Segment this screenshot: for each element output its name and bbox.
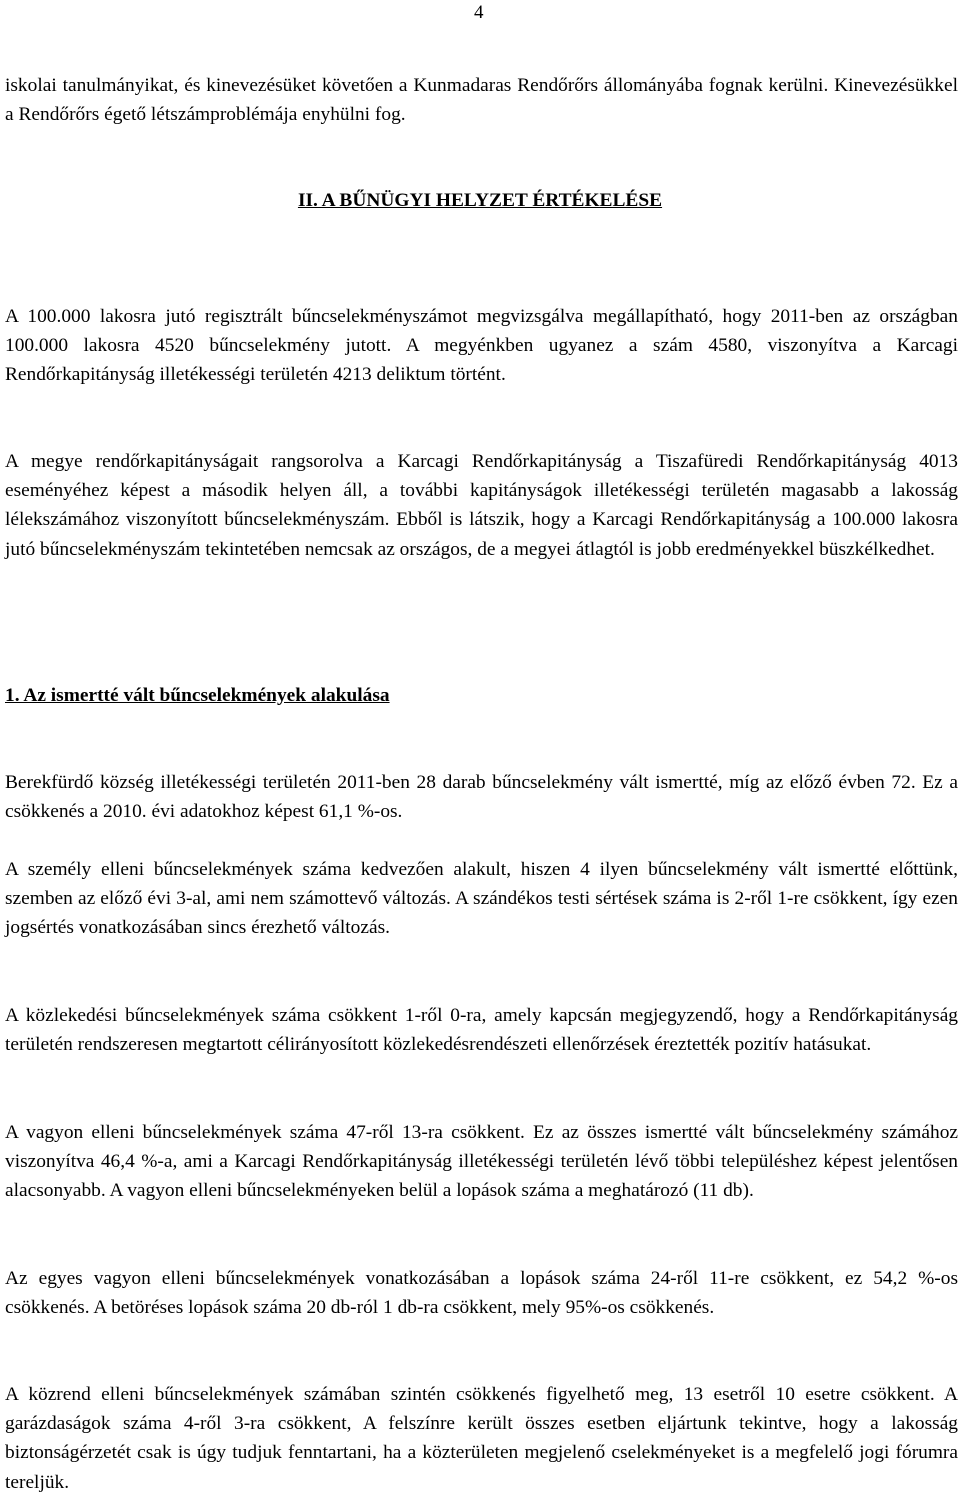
paragraph-overview-rate: A 100.000 lakosra jutó regisztrált bűncselekményszámot megvizsgálva megállapítható, hogy 2011-ben az országban 100.000 lakosra 4520 bűncselekmény jutott. A megyénkben ugyanez a szám 4580, viszonyítva a Karcagi Rendőrkapitányság illetékességi területén 4213 deliktum történt. (5, 306, 958, 386)
page-number: 4 (474, 2, 484, 23)
paragraph-property-crimes: A vagyon elleni bűncselekmények száma 47-ről 13-ra csökkent. Ez az összes ismertté vált bűncselekmény számához viszonyítva 46,4 %-a, ami a Karcagi Rendőrkapitányság illetékességi területén lévő többi településhez képest jelentősen alacsonyabb. A vagyon elleni bűncselekményeken belül a lopások száma a meghatározó (11 db). (5, 1122, 958, 1202)
paragraph-thefts: Az egyes vagyon elleni bűncselekmények vonatkozásában a lopások száma 24-ről 11-re csökkent, ez 54,2 %-os csökkenés. A betöréses lopások száma 20 db-ról 1 db-ra csökkent, mely 95%-os csökkenés. (5, 1268, 958, 1319)
paragraph-personal-crimes: A személy elleni bűncselekmények száma kedvezően alakult, hiszen 4 ilyen bűncselekmény vált ismertté előttünk, szemben az előző évi 3-al, ami nem számottevő változás. A szándékos testi sértések száma is 2-ről 1-re csökkent, így ezen jogsértés vonatkozásában sincs érezhető változás. (5, 859, 958, 939)
paragraph-intro: iskolai tanulmányikat, és kinevezésüket követően a Kunmadaras Rendőrőrs állományába fognak kerülni. Kinevezésükkel a Rendőrőrs égető létszámproblémája enyhülni fog. (5, 75, 958, 126)
paragraph-overview-ranking: A megye rendőrkapitányságait rangsorolva a Karcagi Rendőrkapitányság a Tiszafüredi Rendőrkapitányság 4013 eseményéhez képest a második helyen áll, a további kapitányságok illetékességi területén magasabb a lakosság lélekszámához viszonyított bűncselekményszám. Ebből is látszik, hogy a Karcagi Rendőrkapitányság a 100.000 lakosra jutó bűncselekményszám tekintetében nemcsak az országos, de a megyei átlagtól is jobb eredményekkel büszkélkedhet. (5, 451, 958, 560)
subsection-heading: 1. Az ismertté vált bűncselekmények alakulása (5, 685, 390, 706)
paragraph-berekfurdo: Berekfürdő község illetékességi területén 2011-ben 28 darab bűncselekmény vált ismertté, míg az előző évben 72. Ez a csökkenés a 2010. évi adatokhoz képest 61,1 %-os. (5, 772, 958, 823)
paragraph-public-order-crimes: A közrend elleni bűncselekmények számában szintén csökkenés figyelhető meg, 13 esetről 10 esetre csökkent. A garázdaságok száma 4-ről 3-ra csökkent, A felszínre került összes esetben eljártunk tekintve, hogy a lakosság biztonságérzetét csak is úgy tudjuk fenntartani, ha a közterületen megjelenő cselekményeket is a megfelelő jogi fórumra tereljük. (5, 1384, 958, 1493)
section-heading: II. A BŰNÜGYI HELYZET ÉRTÉKELÉSE (297, 190, 663, 211)
paragraph-traffic-crimes: A közlekedési bűncselekmények száma csökkent 1-ről 0-ra, amely kapcsán megjegyzendő, hogy a Rendőrkapitányság területén rendszeresen megtartott célirányosított közlekedésrendészeti ellenőrzések éreztették pozitív hatásukat. (5, 1005, 958, 1056)
